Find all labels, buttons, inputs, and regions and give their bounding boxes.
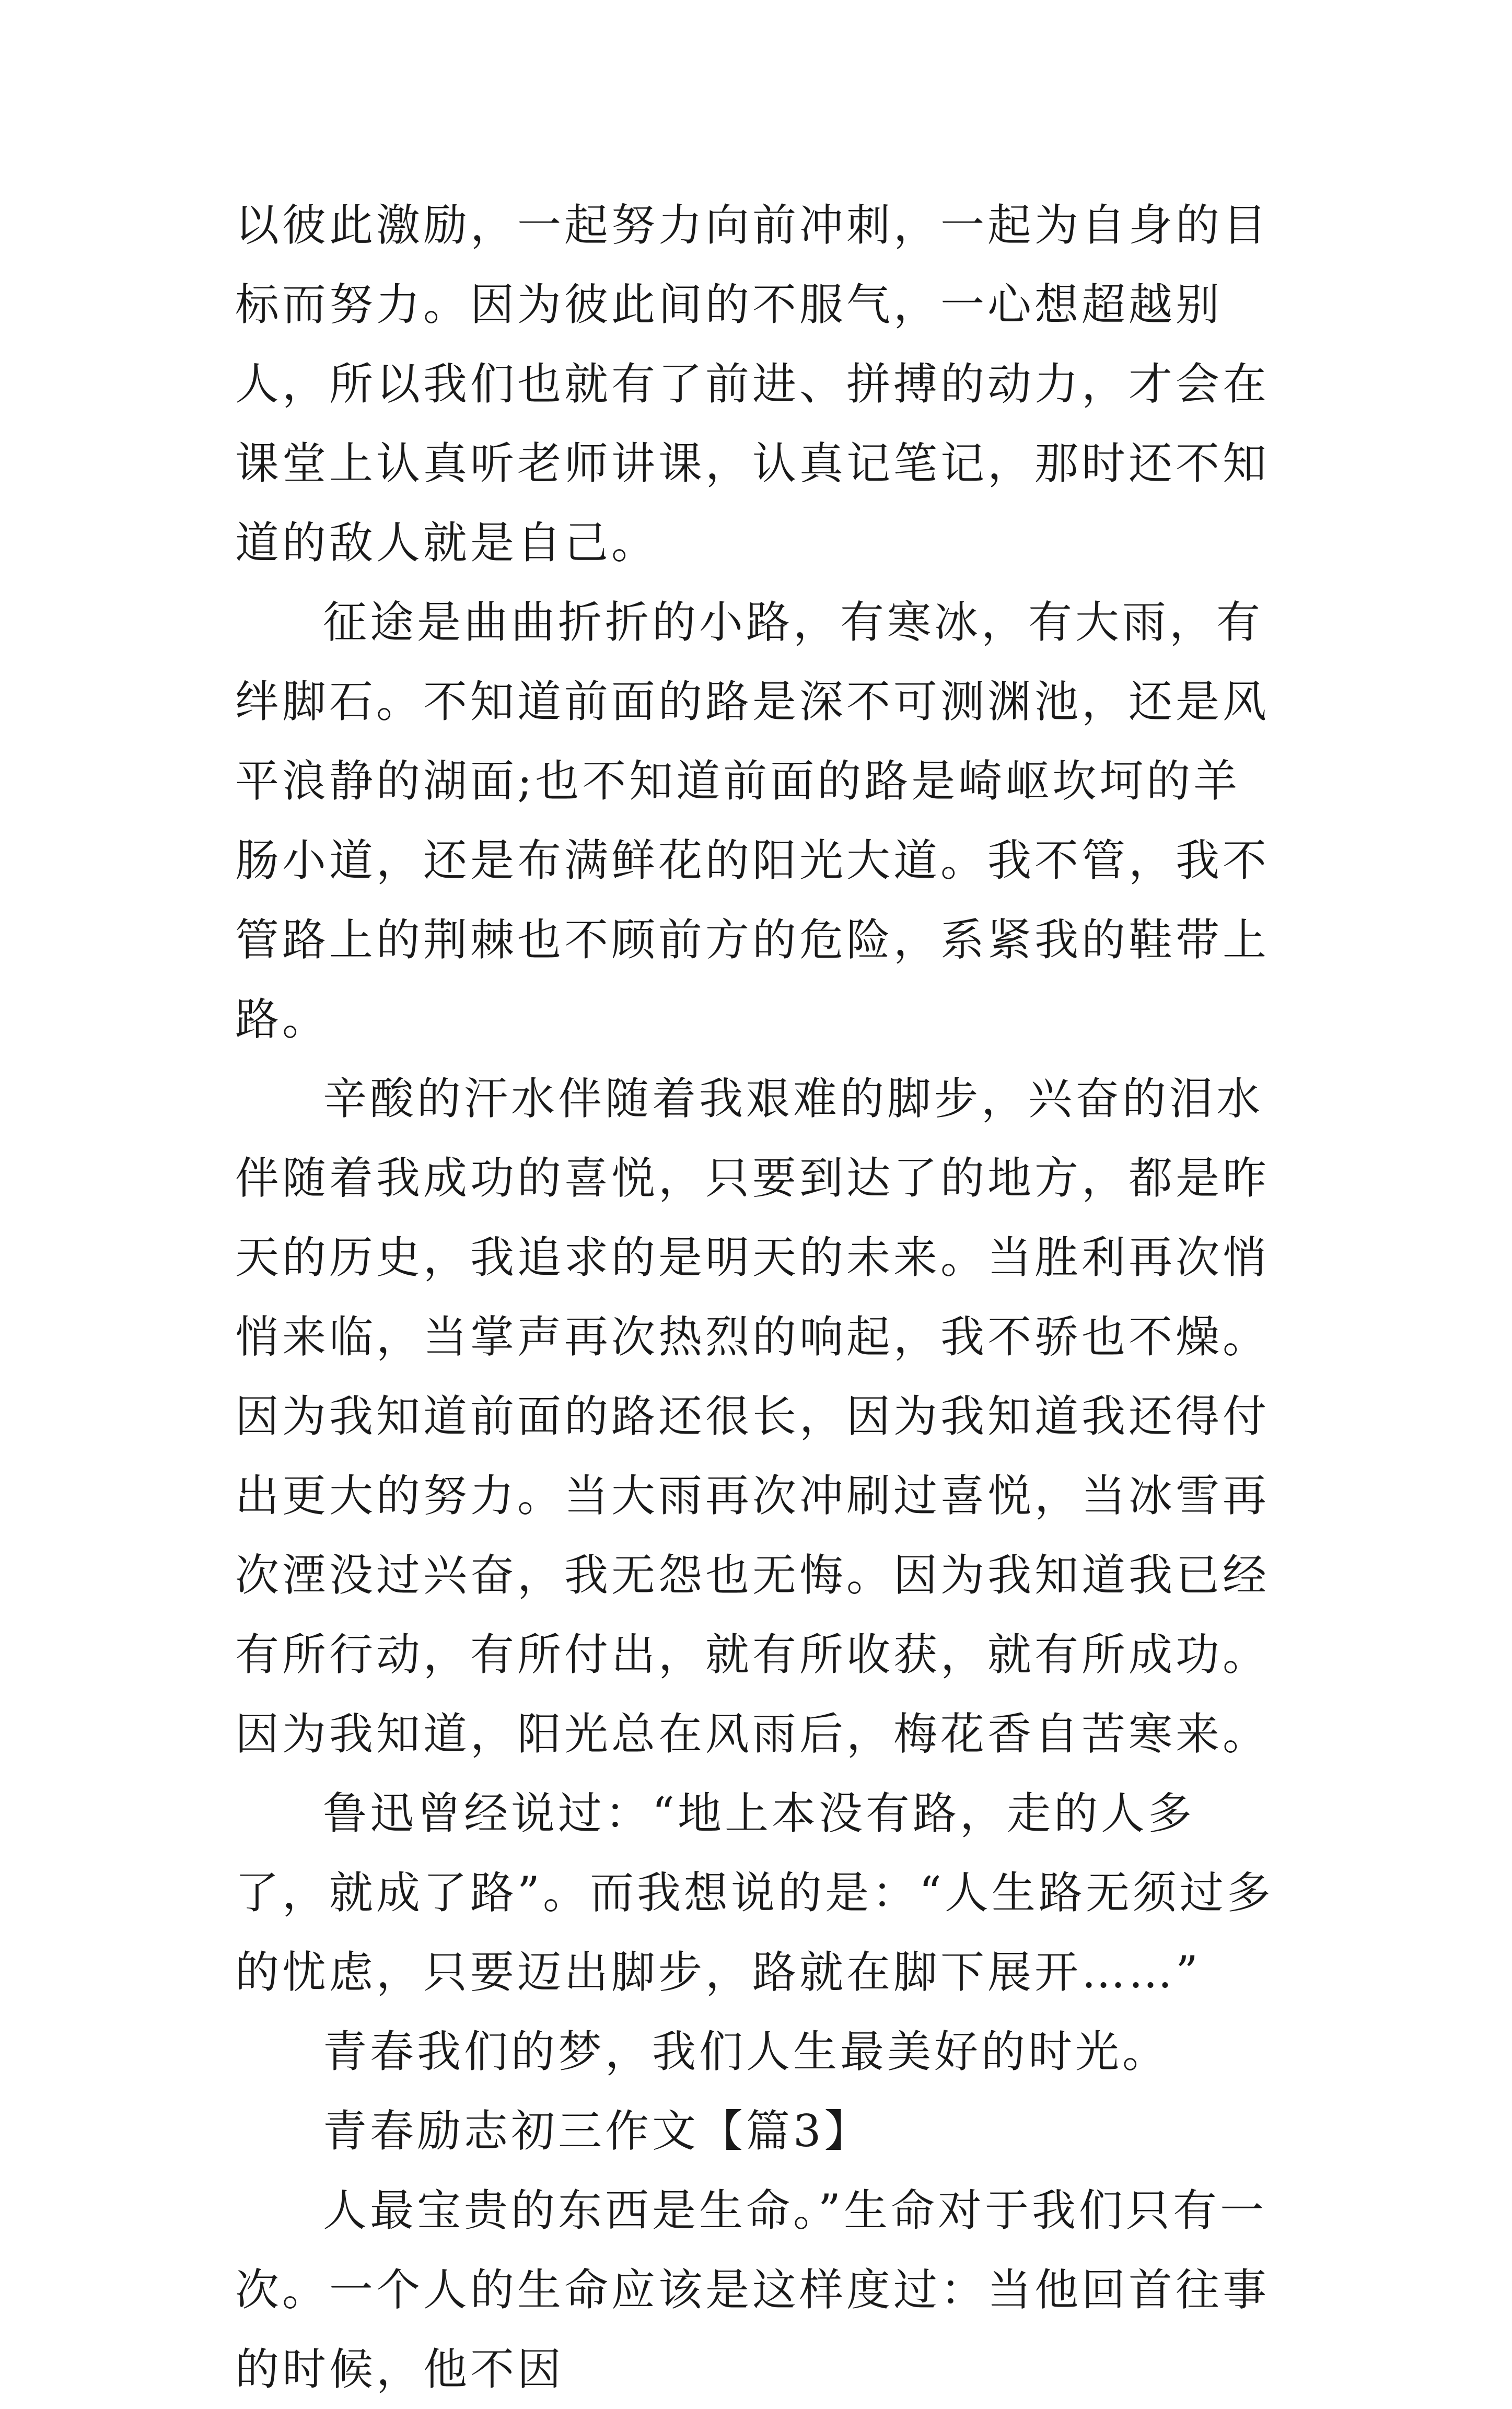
paragraph-6: 人最宝贵的东西是生命。”生命对于我们只有一次。一个人的生命应该是这样度过：当他回首往事的时候，他不因	[235, 2185, 1270, 2395]
paragraph-3: 辛酸的汗水伴随着我艰难的脚步，兴奋的泪水伴随着我成功的喜悦，只要到达了的地方，都是昨天的历史，我追求的是明天的未来。当胜利再次悄悄来临，当掌声再次热烈的响起，我不骄也不燥。因为我知道前面的路还很长，因为我知道我还得付出更大的努力。当大雨再次冲刷过喜悦，当冰雪再次湮没过兴奋，我无怨也无悔。因为我知道我已经有所行动，有所付出，就有所收获，就有所成功。因为我知道，阳光总在风雨后，梅花香自苦寒来。	[235, 1073, 1270, 1760]
paragraph-5: 青春我们的梦，我们人生最美好的时光。	[323, 2026, 1170, 2077]
paragraph-2: 征途是曲曲折折的小路，有寒冰，有大雨，有绊脚石。不知道前面的路是深不可测渊池，还是风平浪静的湖面;也不知道前面的路是崎岖坎坷的羊肠小道，还是布满鲜花的阳光大道。我不管，我不管路上的荆棘也不顾前方的危险，系紧我的鞋带上路。	[235, 597, 1270, 1045]
document-body	[235, 185, 1280, 2409]
paragraph-1: 以彼此激励，一起努力向前冲刺，一起为自身的目标而努力。因为彼此间的不服气，一心想超越别人，所以我们也就有了前进、拼搏的动力，才会在课堂上认真听老师讲课，认真记笔记，那时还不知道的敌人就是自己。	[235, 200, 1270, 568]
paragraph-4: 鲁迅曾经说过：“地上本没有路，走的人多了，就成了路”。而我想说的是：“人生路无须过多的忧虑，只要迈出脚步，路就在脚下展开……”	[235, 1788, 1274, 1998]
section-heading: 青春励志初三作文【篇3】	[323, 2105, 871, 2157]
